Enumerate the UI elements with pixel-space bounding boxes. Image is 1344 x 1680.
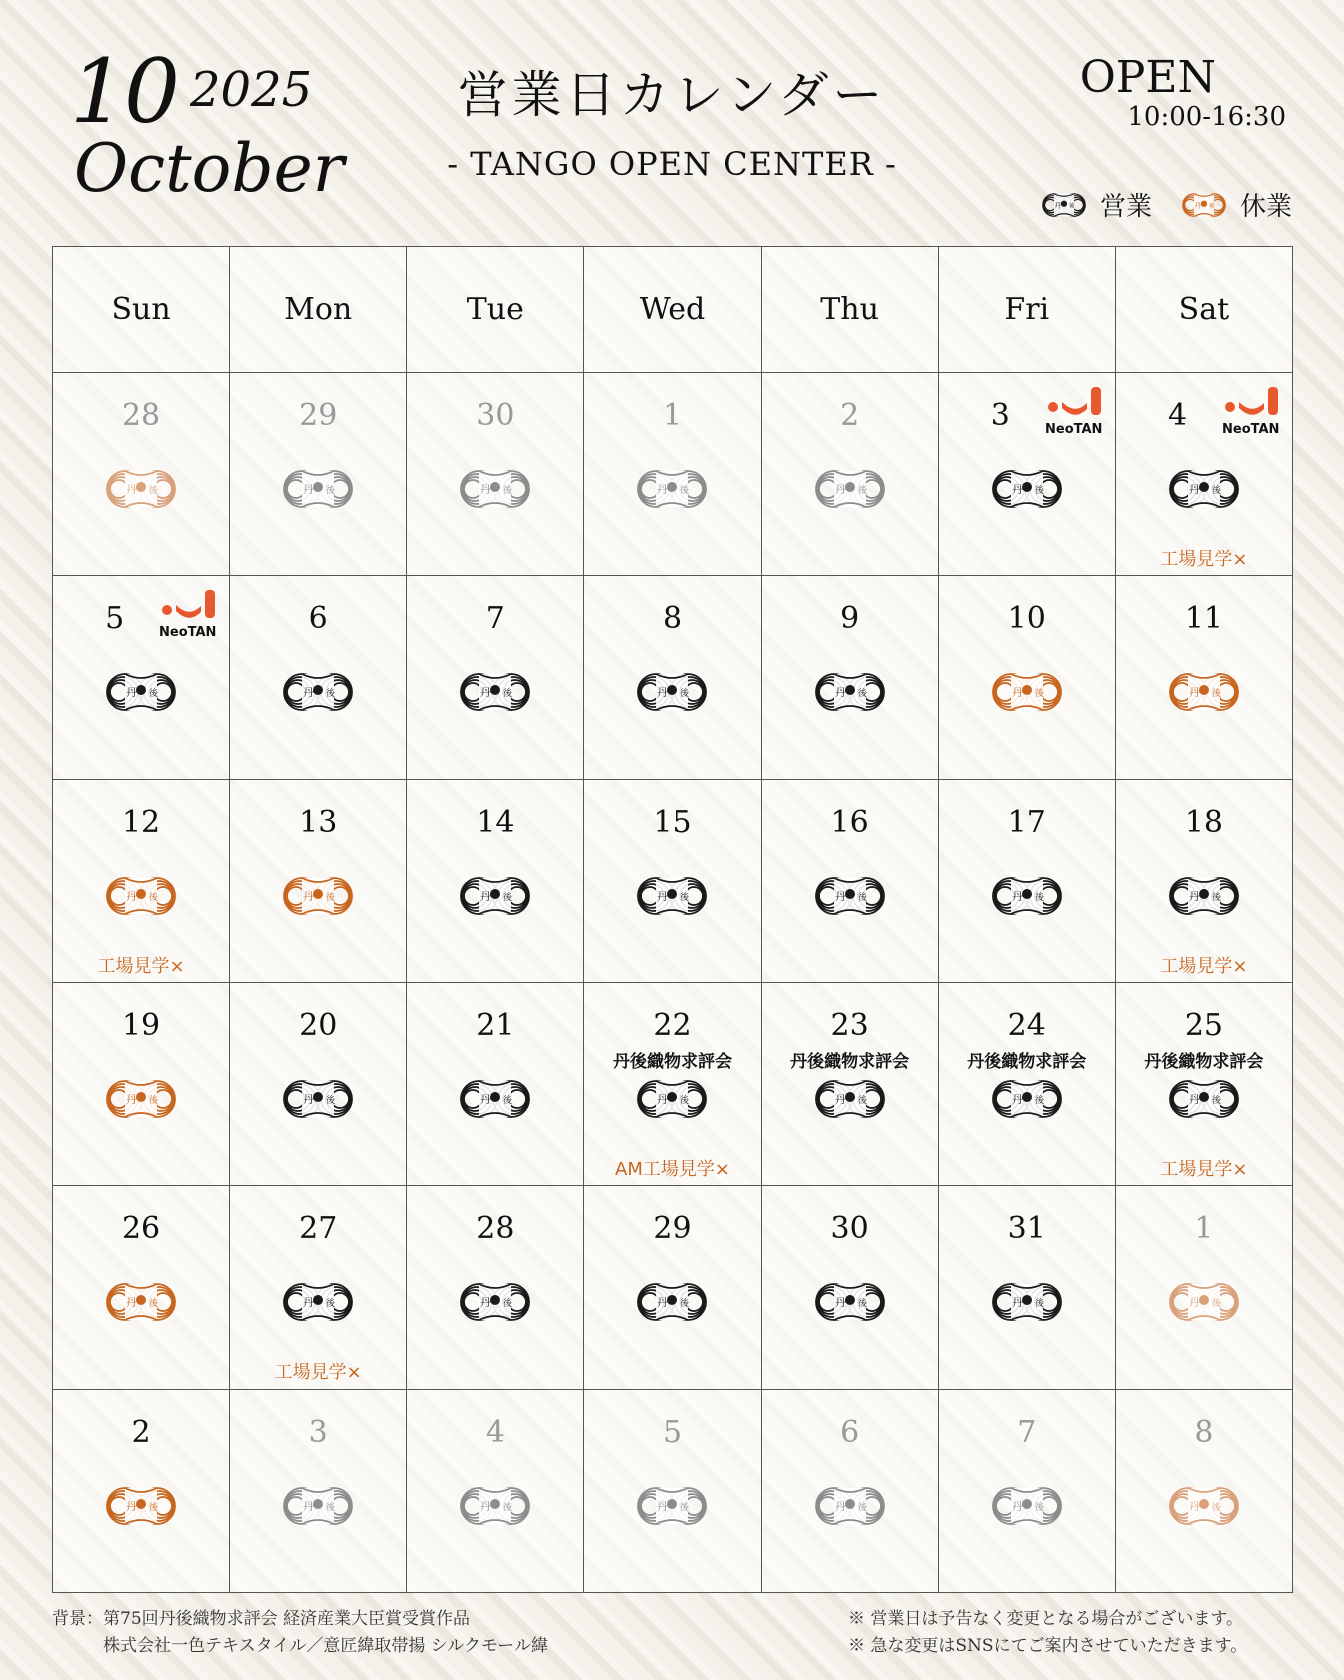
day-cell xyxy=(762,1390,939,1593)
svg-text:後: 後 xyxy=(503,486,513,496)
svg-text:後: 後 xyxy=(680,1299,690,1310)
day-number: 1 xyxy=(1194,1211,1214,1247)
day-number: 10 xyxy=(1007,601,1046,637)
day-number: 5 xyxy=(105,601,125,637)
day-cell xyxy=(1116,373,1293,576)
svg-text:丹: 丹 xyxy=(1011,1296,1023,1310)
svg-text:丹: 丹 xyxy=(303,1092,315,1106)
tango-logo-icon xyxy=(451,872,539,920)
day-cell xyxy=(53,576,230,779)
weekday-header: Fri xyxy=(939,247,1116,373)
day-number: 25 xyxy=(1184,1007,1223,1043)
svg-text:丹: 丹 xyxy=(1188,1296,1200,1310)
svg-text:後: 後 xyxy=(149,1095,159,1106)
day-number: 28 xyxy=(476,1211,515,1247)
svg-text:丹: 丹 xyxy=(126,483,138,496)
svg-text:後: 後 xyxy=(1034,1095,1044,1106)
footer-notice xyxy=(848,1606,1247,1660)
svg-text:丹: 丹 xyxy=(126,1499,138,1513)
day-number: 20 xyxy=(299,1007,338,1043)
tango-logo-icon xyxy=(97,1278,185,1326)
svg-text:丹: 丹 xyxy=(834,1296,846,1310)
svg-text:後: 後 xyxy=(326,1502,336,1513)
svg-text:丹: 丹 xyxy=(303,483,315,496)
svg-text:後: 後 xyxy=(1211,892,1221,903)
day-cell xyxy=(407,983,584,1186)
tango-logo-icon xyxy=(983,1278,1071,1326)
svg-text:丹: 丹 xyxy=(1188,686,1200,700)
day-cell xyxy=(584,1390,761,1593)
svg-text:丹: 丹 xyxy=(1011,686,1023,700)
day-cell xyxy=(407,373,584,576)
tango-logo-icon xyxy=(274,1278,362,1326)
tango-logo-icon xyxy=(1160,1075,1248,1123)
day-cell xyxy=(407,576,584,779)
svg-text:後: 後 xyxy=(503,689,513,700)
svg-text:NeoTAN: NeoTAN xyxy=(1221,422,1280,437)
tango-logo-icon xyxy=(97,668,185,716)
tango-logo-icon xyxy=(983,668,1071,716)
day-number: 28 xyxy=(121,398,161,433)
tango-logo-icon xyxy=(1160,465,1248,513)
tango-logo-icon xyxy=(983,872,1071,920)
day-number: 4 xyxy=(1167,398,1188,433)
day-cell xyxy=(53,1390,230,1593)
tango-logo-icon xyxy=(274,465,362,513)
tour-note: AM工場見学× xyxy=(615,1158,730,1180)
tour-note: 工場見学× xyxy=(97,955,185,977)
day-number: 29 xyxy=(653,1211,692,1247)
tango-logo-icon xyxy=(451,668,539,716)
svg-text:丹: 丹 xyxy=(1011,1092,1023,1106)
day-cell xyxy=(1116,1390,1293,1593)
day-cell xyxy=(584,576,761,779)
tango-logo-icon xyxy=(806,465,894,513)
svg-text:丹: 丹 xyxy=(1188,1092,1200,1106)
tango-logo-icon xyxy=(1036,190,1092,220)
svg-text:後: 後 xyxy=(1034,486,1044,496)
day-number: 2 xyxy=(840,398,860,433)
day-number: 30 xyxy=(476,398,515,433)
svg-text:後: 後 xyxy=(326,486,336,496)
svg-text:丹: 丹 xyxy=(126,1296,138,1310)
day-number: 3 xyxy=(990,398,1010,433)
day-cell xyxy=(230,983,407,1186)
page-title: 営業日カレンダー xyxy=(457,66,887,124)
svg-text:後: 後 xyxy=(857,1299,867,1310)
svg-text:後: 後 xyxy=(503,1299,513,1310)
svg-text:後: 後 xyxy=(326,892,336,903)
svg-text:後: 後 xyxy=(680,689,690,700)
svg-text:後: 後 xyxy=(1034,1502,1044,1513)
svg-text:後: 後 xyxy=(857,689,867,700)
tango-logo-icon xyxy=(806,1278,894,1326)
tango-logo-icon xyxy=(628,668,716,716)
day-cell xyxy=(939,983,1116,1186)
svg-text:丹: 丹 xyxy=(1054,201,1062,209)
svg-text:後: 後 xyxy=(680,486,690,496)
svg-text:後: 後 xyxy=(503,1502,513,1513)
svg-text:後: 後 xyxy=(680,892,690,903)
svg-text:後: 後 xyxy=(857,892,867,903)
tango-logo-icon xyxy=(1176,190,1232,220)
svg-text:後: 後 xyxy=(1211,1299,1221,1310)
svg-text:丹: 丹 xyxy=(480,1296,492,1310)
svg-text:後: 後 xyxy=(1034,892,1044,903)
tango-logo-icon xyxy=(97,872,185,920)
tango-logo-icon xyxy=(1160,1482,1248,1530)
footer-notice-line: ※ 急な変更はSNSにてご案内させていただきます。 xyxy=(848,1636,1248,1656)
svg-text:丹: 丹 xyxy=(1011,483,1023,496)
svg-text:後: 後 xyxy=(1208,203,1215,209)
day-cell xyxy=(762,1186,939,1389)
day-number: 13 xyxy=(299,804,338,840)
day-cell xyxy=(230,373,407,576)
day-number: 11 xyxy=(1184,601,1223,637)
calendar-header xyxy=(0,0,1344,246)
day-cell xyxy=(584,983,761,1186)
day-cell xyxy=(230,780,407,983)
tango-logo-icon xyxy=(628,1278,716,1326)
svg-text:後: 後 xyxy=(1211,486,1221,496)
svg-text:後: 後 xyxy=(326,689,336,700)
svg-text:丹: 丹 xyxy=(480,1499,492,1513)
tango-logo-icon xyxy=(97,1482,185,1530)
day-number: 1 xyxy=(662,398,683,433)
day-number: 6 xyxy=(308,601,328,637)
day-number: 23 xyxy=(830,1007,869,1043)
svg-text:後: 後 xyxy=(1211,1095,1221,1106)
weekday-header: Thu xyxy=(762,247,939,373)
day-cell xyxy=(1116,780,1293,983)
svg-text:丹: 丹 xyxy=(834,1499,846,1513)
event-label: 丹後織物求評会 xyxy=(612,1051,732,1072)
day-cell xyxy=(230,1390,407,1593)
svg-text:後: 後 xyxy=(1211,689,1221,700)
day-number: 5 xyxy=(662,1414,683,1450)
day-number: 27 xyxy=(299,1211,338,1247)
day-number: 21 xyxy=(476,1007,515,1043)
day-number: 2 xyxy=(131,1414,151,1450)
day-cell xyxy=(939,780,1116,983)
open-label: OPEN xyxy=(1079,52,1216,103)
tango-logo-icon xyxy=(1160,1278,1248,1326)
tango-logo-icon xyxy=(628,465,716,513)
svg-text:丹: 丹 xyxy=(480,1092,492,1106)
day-cell xyxy=(53,373,230,576)
svg-text:後: 後 xyxy=(857,1502,867,1513)
svg-text:丹: 丹 xyxy=(834,1092,846,1106)
weekday-header: Sun xyxy=(53,247,230,373)
event-label: 丹後織物求評会 xyxy=(790,1051,910,1072)
day-cell xyxy=(407,780,584,983)
svg-text:後: 後 xyxy=(149,689,159,700)
day-number: 17 xyxy=(1007,804,1046,840)
month-number: 10 xyxy=(70,40,178,143)
svg-text:丹: 丹 xyxy=(303,686,315,700)
day-number: 14 xyxy=(476,804,515,840)
day-cell xyxy=(230,576,407,779)
day-cell xyxy=(762,373,939,576)
tour-note: 工場見学× xyxy=(1160,955,1248,977)
svg-text:後: 後 xyxy=(1068,203,1075,209)
svg-text:丹: 丹 xyxy=(126,1092,138,1106)
tango-logo-icon xyxy=(983,1482,1071,1530)
day-cell xyxy=(584,780,761,983)
footer-credit-line: 背景：第75回丹後織物求評会 経済産業大臣賞受賞作品 xyxy=(52,1609,471,1629)
footer-credit-line: 株式会社一色テキスタイル／意匠緯取帯揚 シルクモール緯 xyxy=(52,1636,548,1656)
svg-text:丹: 丹 xyxy=(1011,889,1023,903)
svg-text:丹: 丹 xyxy=(834,483,846,496)
tango-logo-icon xyxy=(806,872,894,920)
event-label: 丹後織物求評会 xyxy=(1144,1051,1264,1072)
svg-text:後: 後 xyxy=(149,486,159,496)
svg-text:丹: 丹 xyxy=(480,686,492,700)
tango-logo-icon xyxy=(806,1075,894,1123)
day-cell xyxy=(762,983,939,1186)
day-cell xyxy=(939,1186,1116,1389)
svg-text:丹: 丹 xyxy=(834,889,846,903)
legend-open-label: 営業 xyxy=(1099,192,1152,222)
day-number: 18 xyxy=(1184,804,1223,840)
tango-logo-icon xyxy=(806,1482,894,1530)
year: 2025 xyxy=(190,62,313,118)
legend-closed-label: 休業 xyxy=(1239,192,1292,222)
day-cell xyxy=(53,1186,230,1389)
day-number: 30 xyxy=(830,1211,869,1247)
day-number: 4 xyxy=(485,1414,505,1450)
tango-logo-icon xyxy=(1160,668,1248,716)
day-number: 19 xyxy=(121,1007,161,1043)
svg-text:丹: 丹 xyxy=(657,1296,669,1310)
svg-text:後: 後 xyxy=(503,1095,513,1106)
day-cell xyxy=(584,373,761,576)
day-cell xyxy=(762,576,939,779)
day-cell xyxy=(407,1186,584,1389)
page-subtitle: - TANGO OPEN CENTER - xyxy=(447,145,897,183)
legend-open xyxy=(1036,186,1152,223)
tango-logo-icon xyxy=(97,465,185,513)
day-cell xyxy=(53,780,230,983)
tango-logo-icon xyxy=(97,1075,185,1123)
event-label: 丹後織物求評会 xyxy=(967,1051,1087,1072)
day-number: 29 xyxy=(299,398,338,433)
svg-text:後: 後 xyxy=(326,1299,336,1310)
svg-text:丹: 丹 xyxy=(657,1092,669,1106)
svg-text:後: 後 xyxy=(149,1299,159,1310)
day-cell xyxy=(53,983,230,1186)
svg-text:後: 後 xyxy=(1034,1299,1044,1310)
svg-text:後: 後 xyxy=(680,1095,690,1106)
tango-logo-icon xyxy=(451,1075,539,1123)
tango-logo-icon xyxy=(274,1075,362,1123)
svg-text:丹: 丹 xyxy=(303,889,315,903)
day-cell xyxy=(407,1390,584,1593)
svg-text:丹: 丹 xyxy=(303,1296,315,1310)
tango-logo-icon xyxy=(451,1482,539,1530)
weekday-header: Mon xyxy=(230,247,407,373)
svg-text:丹: 丹 xyxy=(657,889,669,903)
legend-closed xyxy=(1176,186,1292,223)
day-cell xyxy=(1116,1186,1293,1389)
open-hours: 10:00-16:30 xyxy=(1127,102,1286,132)
svg-text:後: 後 xyxy=(1034,689,1044,700)
legend xyxy=(1022,186,1292,223)
svg-text:丹: 丹 xyxy=(657,1499,669,1513)
svg-text:後: 後 xyxy=(503,892,513,903)
svg-text:丹: 丹 xyxy=(480,483,492,496)
month-name: October xyxy=(74,130,345,207)
tango-logo-icon xyxy=(274,872,362,920)
tango-logo-icon xyxy=(628,1075,716,1123)
neotan-logo-icon xyxy=(159,586,223,642)
svg-text:丹: 丹 xyxy=(834,686,846,700)
day-number: 15 xyxy=(653,804,692,840)
weekday-header: Tue xyxy=(407,247,584,373)
tango-logo-icon xyxy=(628,872,716,920)
day-number: 12 xyxy=(121,804,161,840)
day-number: 6 xyxy=(840,1414,860,1450)
footer-credit xyxy=(52,1606,548,1660)
svg-text:後: 後 xyxy=(857,1095,867,1106)
day-number: 9 xyxy=(840,601,860,637)
weekday-header: Sat xyxy=(1116,247,1293,373)
day-number: 3 xyxy=(308,1414,328,1450)
neotan-logo-icon xyxy=(1222,383,1286,439)
svg-text:丹: 丹 xyxy=(126,686,138,700)
day-number: 8 xyxy=(662,601,683,637)
svg-text:後: 後 xyxy=(680,1502,690,1513)
svg-text:NeoTAN: NeoTAN xyxy=(1044,422,1103,437)
tango-logo-icon xyxy=(451,1278,539,1326)
svg-text:丹: 丹 xyxy=(1188,889,1200,903)
calendar-grid xyxy=(52,246,1293,1593)
svg-text:丹: 丹 xyxy=(1188,1499,1200,1513)
svg-text:丹: 丹 xyxy=(303,1499,315,1513)
day-cell xyxy=(1116,576,1293,779)
day-cell xyxy=(584,1186,761,1389)
svg-text:後: 後 xyxy=(1211,1502,1221,1513)
tango-logo-icon xyxy=(628,1482,716,1530)
footer-notice-line: ※ 営業日は予告なく変更となる場合がございます。 xyxy=(848,1609,1244,1629)
day-number: 16 xyxy=(830,804,869,840)
svg-text:後: 後 xyxy=(326,1095,336,1106)
weekday-header: Wed xyxy=(584,247,761,373)
day-number: 26 xyxy=(121,1211,161,1247)
svg-text:後: 後 xyxy=(149,1502,159,1513)
tango-logo-icon xyxy=(274,668,362,716)
tango-logo-icon xyxy=(451,465,539,513)
day-number: 31 xyxy=(1007,1211,1046,1247)
tour-note: 工場見学× xyxy=(1160,549,1248,570)
day-cell xyxy=(939,373,1116,576)
day-cell xyxy=(939,576,1116,779)
neotan-logo-icon xyxy=(1045,383,1109,439)
day-number: 7 xyxy=(1017,1414,1037,1450)
svg-text:丹: 丹 xyxy=(657,686,669,700)
day-number: 24 xyxy=(1007,1007,1046,1043)
tour-note: 工場見学× xyxy=(274,1362,362,1384)
tour-note: 工場見学× xyxy=(1160,1158,1248,1180)
svg-text:NeoTAN: NeoTAN xyxy=(159,625,217,641)
day-number: 7 xyxy=(485,601,505,637)
svg-text:丹: 丹 xyxy=(126,889,138,903)
day-cell xyxy=(230,1186,407,1389)
svg-text:丹: 丹 xyxy=(1011,1499,1023,1513)
day-cell xyxy=(1116,983,1293,1186)
svg-text:丹: 丹 xyxy=(480,889,492,903)
tango-logo-icon xyxy=(983,465,1071,513)
svg-text:丹: 丹 xyxy=(1188,483,1200,496)
day-cell xyxy=(939,1390,1116,1593)
day-number: 22 xyxy=(653,1007,692,1043)
day-number: 8 xyxy=(1194,1414,1214,1450)
tango-logo-icon xyxy=(806,668,894,716)
tango-logo-icon xyxy=(1160,872,1248,920)
tango-logo-icon xyxy=(274,1482,362,1530)
svg-text:後: 後 xyxy=(149,892,159,903)
svg-text:丹: 丹 xyxy=(1194,201,1202,209)
tango-logo-icon xyxy=(983,1075,1071,1123)
svg-text:後: 後 xyxy=(857,486,867,496)
svg-text:丹: 丹 xyxy=(657,483,669,496)
day-cell xyxy=(762,780,939,983)
